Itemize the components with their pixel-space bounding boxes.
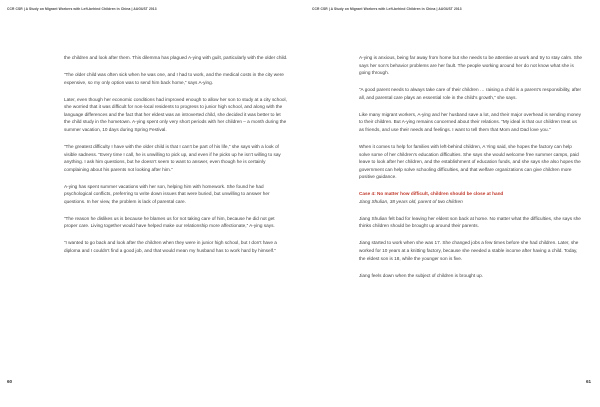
body-paragraph: “The reason he dislikes us is because he blames us for not taking care of him, because he did not get proper care. Living together would have helped make our relationship more affectionate,” A-ying says. (64, 215, 275, 229)
body-paragraph: Jiang Shulian felt bad for leaving her eldest son back at home. No matter what the difficulties, she says she thinks children should be brought up around their parents. (359, 215, 581, 229)
body-paragraph: When it comes to help for families with left-behind children, A Ying said, she hopes the factory can help solve some of her children’s education difficulties. She says she would welcome free summer camps, paid leave to look after her children, and the establishment of education funds, and she says she also hopes the government can help solve schooling difficulties, and that welfare organizations can give children more positive guidance. (359, 143, 581, 180)
body-paragraph: “The older child was often sick when he was one, and I had to work, and the medical costs in the city were expensive, so my only option was to send him back home,” says A-ying. (64, 71, 284, 85)
body-paragraph: “I wanted to go back and look after the children when they were in junior high school, but I don’t have a diploma and I couldn’t find a good job, and that would mean my husband has to work hard by himself.” (64, 240, 277, 254)
body-paragraph: Later, even though her economic conditions had improved enough to allow her son to study at a city school, she worried that it was difficult for non-local residents to progress to junior high school, and along with the language differences and the fact that her eldest was an introverted child, she decided it was better to let the child study in the hometown. A-ying spent only very short periods with her children – a month during the summer vacation, 10 days during Spring Festival. (64, 96, 287, 132)
running-header-left: CCR CSR | A Study on Migrant Workers with Left-behind Children in China | AUGUST 2013 (7, 7, 157, 11)
body-paragraph: Jiang started to work when she was 17. She changed jobs a few times before she had children. Later, she worked for 10 years at a knitting factory, because she needed a stable income after having a child. Today, the eldest son is 18, while the younger son is five. (359, 240, 579, 261)
case-subheading: Jiang Shulian, 38 years old, parent of two children (359, 198, 463, 204)
page-number-left: 60 (7, 379, 13, 384)
body-paragraph: “A good parent needs to always take care of their children … raising a child is a parent’s responsibility, after all, and parental care plays an essential role in the child’s growth,” she says. (359, 87, 582, 100)
body-paragraph: A-ying has spent summer vacations with her son, helping him with homework. She found he had psychological conflicts, preferring to write down issues that were buried, but unwilling to answer her questions. In her view, the problem is lack of parental care. (64, 183, 270, 204)
case-heading: Case 4: No matter how difficult, children should be close at hand (359, 191, 504, 197)
running-header-right: CCR CSR | A Study on Migrant Workers with Left-behind Children in China | AUGUST 2013 (312, 7, 462, 11)
body-paragraph: Like many migrant workers, A-ying and her husband save a lot, and their major overhead is sending money to their children. But A-ying remains concerned about their relations. “My ideal is that our children treat us as friends, and use their needs and feelings. I want to tell them that Mom and Dad love you.” (359, 111, 581, 132)
body-paragraph: the children and look after them. This dilemma has plagued A-ying with guilt, particularly with the older child. (64, 55, 288, 60)
page-number-right: 61 (586, 379, 592, 384)
left-column (64, 54, 288, 264)
body-paragraph: A-ying is anxious, being far away from home but she needs to be attentive at work and try to stay calm. She says her son’s behavior problems are her fault. The people working around her do not know what she is going through. (359, 55, 583, 76)
right-column (359, 54, 583, 289)
body-paragraph: “The greatest difficulty I have with the older child is that I can’t be part of his life,” she says with a look of visible sadness. “Every time I call, he is unwilling to pick up, and even if he picks up he isn’t willing to say anything. I ask him questions, but he doesn’t seem to want to answer, even though he is certainly complaining about his parents not looking after him.” (64, 143, 281, 172)
body-paragraph: Jiang feels down when the subject of children is brought up. (359, 272, 484, 278)
